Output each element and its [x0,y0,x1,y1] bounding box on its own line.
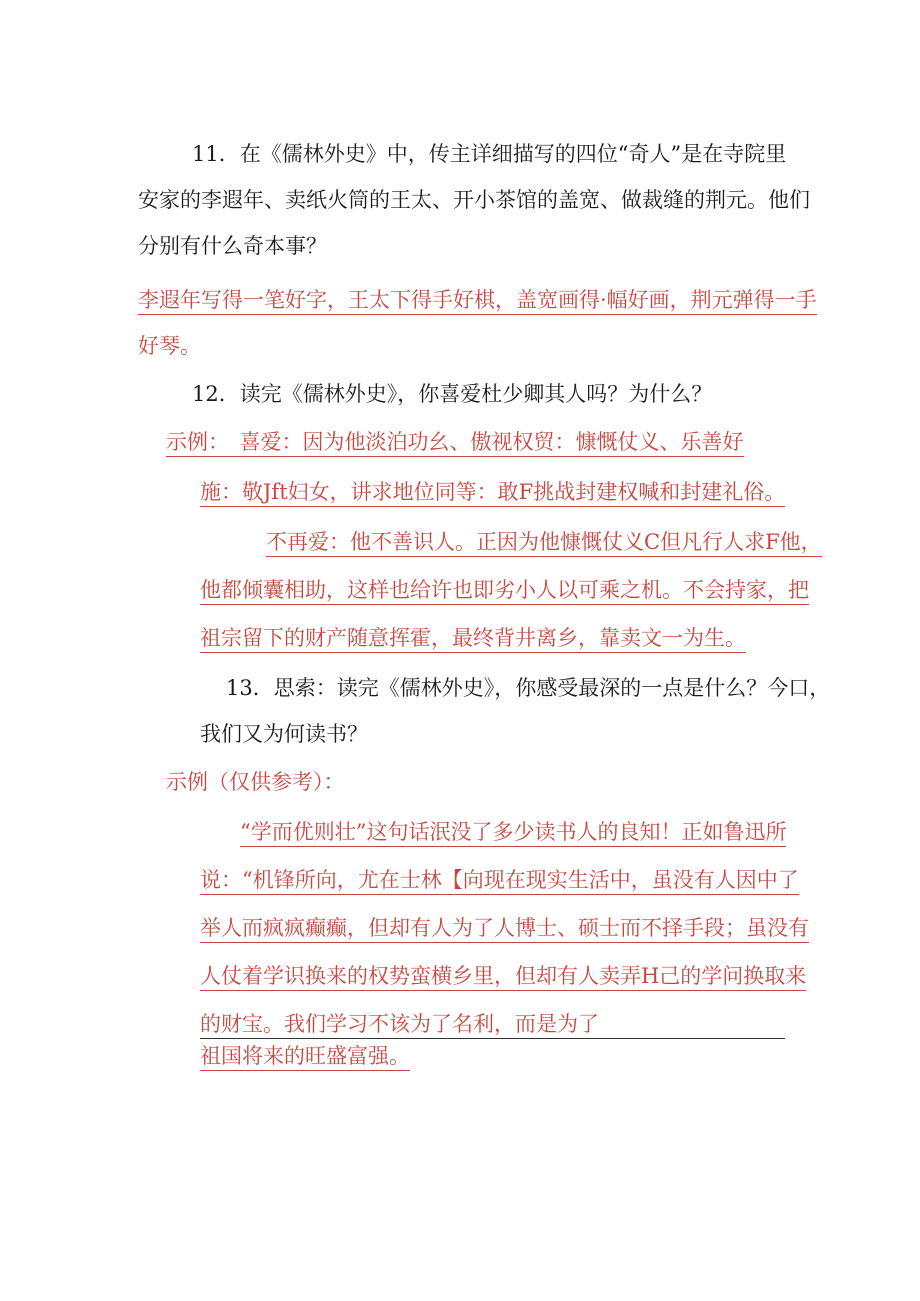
a13-line-2-text: 说：“机锋所向，尤在士林【向现在现实生活中，虽没有人因中了 [200,868,799,895]
a13-line-4 [200,962,806,990]
q13-line-2: 我们又为何读书？ [200,722,368,746]
a12-line-4 [200,576,809,604]
a13-line-5: 的财宝。我们学习不该为了名利，而是为了 [200,1012,599,1036]
q13-line-1: 13．思索：读完《儒林外史》，你感受最深的一点是什么？今口， [226,676,831,700]
a13-line-3-text: 举人而疯疯癫癫，但却有人为了人博士、硕士而不择手段；虽没有 [200,916,809,943]
a11-line-1-text: 李遐年写得一笔好字，王太下得手好棋，盖宽画得·幅好画，荆元弹得一手 [138,288,817,315]
a12-line-3 [266,528,822,556]
a13-line-6 [200,1042,410,1070]
a11-line-2: 好琴。 [138,334,201,358]
a13-label: 示例（仅供参考）： [166,770,345,794]
a13-line-3 [200,914,809,942]
a13-line-6-text: 祖国将来的旺盛富强。 [200,1044,410,1071]
a12-line-1 [166,428,744,456]
q11-line-3: 分别有什么奇本事？ [138,234,327,258]
divider-line [200,1038,785,1039]
a13-line-4-text: 人仗着学识换来的权势蛮横乡里，但却有人卖弄H己的学问换取来 [200,964,806,991]
a12-line-4-text: 他都倾囊相助，这样也给许也即劣小人以可乘之机。不会持家，把 [200,578,809,605]
q12-line-1: 12．读完《儒林外史》，你喜爱杜少卿其人吗？为什么？ [192,382,713,406]
q11-line-2: 安家的李遐年、卖纸火筒的王太、开小茶馆的盖宽、做裁缝的荆元。他们 [138,188,810,212]
a12-line-5-text: 祖宗留下的财产随意挥霍，最终背井离乡，靠卖文一为生。 [200,626,746,653]
a13-line-1 [240,818,786,846]
a12-line-5 [200,624,746,652]
a11-line-1 [138,286,817,314]
a13-line-2 [200,866,799,894]
a12-line-2-text: 施：敬Jft妇女，讲求地位同等：敢F挑战封建权喊和封建礼俗。 [200,480,785,507]
a13-line-1-text: “学而优则壮”这句话泯没了多少读书人的良知！正如鲁迅所 [240,820,786,847]
a12-line-3-text: 不再爱：他不善识人。正因为他慷慨仗义C但凡行人求F他， [266,530,822,557]
a12-line-2 [200,478,785,506]
a12-line-1-text: 示例： 喜爱：因为他淡泊功幺、傲视权贸：慷慨仗义、乐善好 [166,430,744,457]
q11-line-1: 11．在《儒林外史》中，传主详细描写的四位“奇人”是在寺院里 [192,142,787,166]
